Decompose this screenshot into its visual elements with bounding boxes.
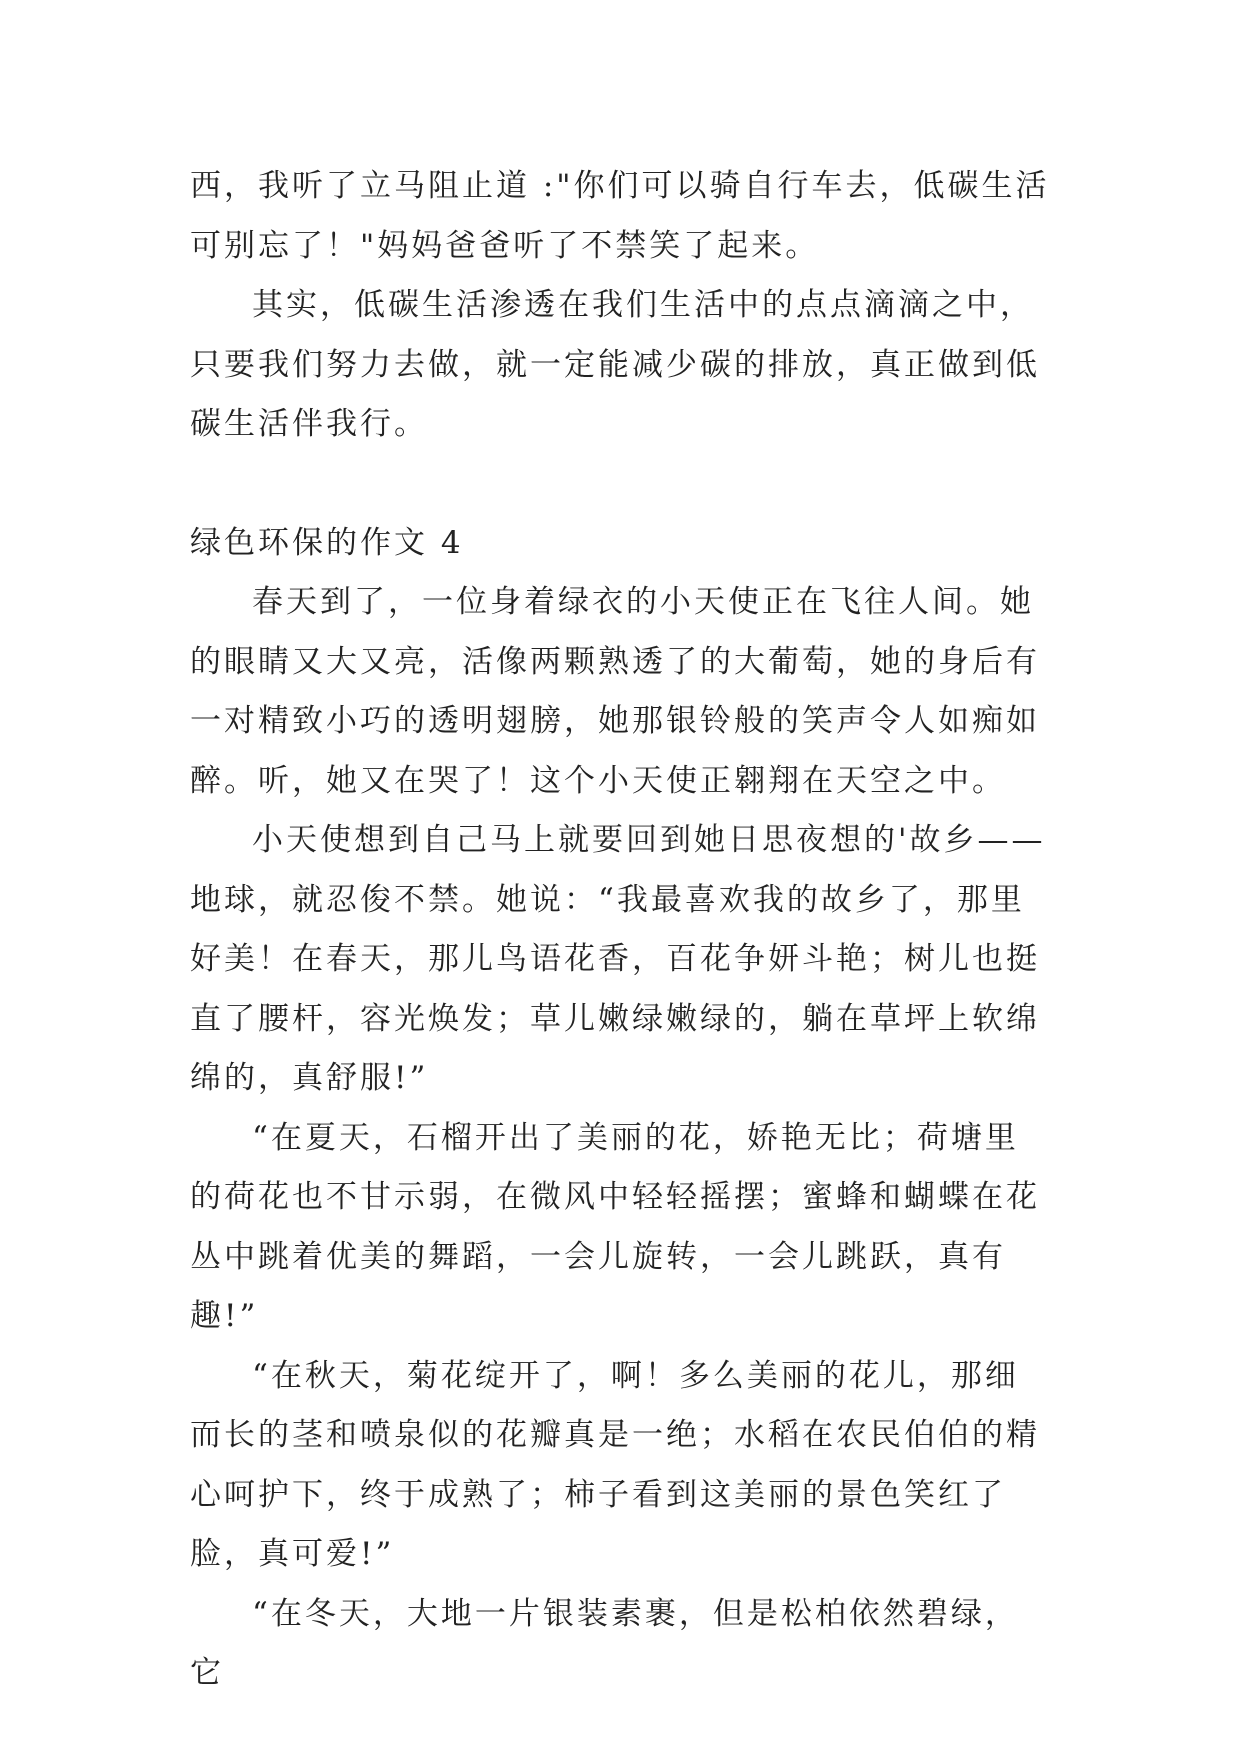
- section-title: 绿色环保的作文 4: [190, 524, 464, 561]
- paragraph: 春天到了，一位身着绿衣的小天使正在飞往人间。她的眼睛又大又亮，活像两颗熟透了的大葡萄，她的身后有一对精致小巧的透明翅膀，她那银铃般的笑声令人如痴如醉。听，她又在哭了！这个小天使正翱翔在天空之中。: [190, 584, 1040, 799]
- paragraph: “在夏天，石榴开出了美丽的花，娇艳无比；荷塘里的荷花也不甘示弱，在微风中轻轻摇摆；蜜蜂和蝴蝶在花丛中跳着优美的舞蹈，一会儿旋转，一会儿跳跃，真有趣!”: [190, 1119, 1040, 1334]
- paragraph: 小天使想到自己马上就要回到她日思夜想的'故乡——地球，就忍俊不禁。她说：“我最喜欢我的故乡了，那里好美！在春天，那儿鸟语花香，百花争妍斗艳；树儿也挺直了腰杆，容光焕发；草儿嫩绿嫩绿的，躺在草坪上软绵绵的，真舒服!”: [190, 822, 1046, 1096]
- paragraph: “在冬天，大地一片银装素裹，但是松柏依然碧绿，它: [190, 1595, 1019, 1691]
- paragraph-continued: 西，我听了立马阻止道 :"你们可以骑自行车去，低碳生活可别忘了！"妈妈爸爸听了不禁笑了起来。: [190, 168, 1050, 264]
- document-body: [190, 157, 1050, 1704]
- paragraph: 其实，低碳生活渗透在我们生活中的点点滴滴之中，只要我们努力去做，就一定能减少碳的排放，真正做到低碳生活伴我行。: [190, 287, 1040, 442]
- paragraph: “在秋天，菊花绽开了，啊！多么美丽的花儿，那细而长的茎和喷泉似的花瓣真是一绝；水稻在农民伯伯的精心呵护下，终于成熟了；柿子看到这美丽的景色笑红了脸，真可爱!”: [190, 1357, 1040, 1572]
